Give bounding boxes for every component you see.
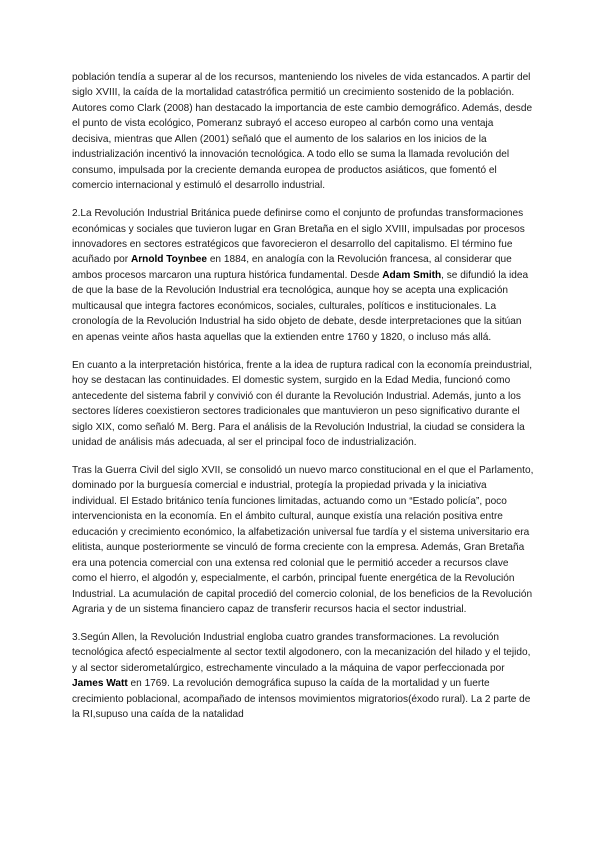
name-arnold-toynbee: Arnold Toynbee — [130, 254, 208, 266]
paragraph-allen-transformations — [72, 630, 534, 723]
name-adam-smith: Adam Smith — [382, 269, 442, 281]
text-segment: en 1884, en analogía con la Revolución francesa, al considerar que ambos procesos marcaron una ruptura histórica fundamental. Desde — [72, 254, 512, 281]
paragraph-historical-interpretation — [72, 358, 534, 451]
document-body — [72, 70, 534, 735]
text-segment: Tras la Guerra Civil del siglo XVII, se consolidó un nuevo marco constitucional en el que el Parlamento, dominado por la burguesía comercial e industrial, protegía la propiedad privada y la iniciativa individual. El Estado británico tenía funciones limitadas, actuando como un “Estado policía”, poco intervencionista en la economía. En el ámbito cultural, aunque existía una relación positiva entre educación y crecimiento económico, la alfabetización universal fue tardía y el sistema universitario era elitista, aunque posteriormente se vinculó de forma creciente con la empresa. Además, Gran Bretaña era una potencia comercial con una extensa red colonial que le permitió acceder a recursos clave como el hierro, el algodón y, especialmente, el carbón, principal fuente energética de la Revolución Industrial. La acumulación de capital procedió del comercio colonial, de los beneficios de la Revolución Agraria y de un sistema financiero capaz de transferir recursos hacia el sector industrial. — [72, 464, 534, 615]
name-james-watt: James Watt — [72, 678, 128, 690]
paragraph-definition — [72, 206, 534, 345]
text-segment: en 1769. La revolución demográfica supuso la caída de la mortalidad y un fuerte crecimiento poblacional, acompañado de intensos movimientos migratorios(éxodo rural). La 2 parte de la RI,supuso una caída de la natalidad — [72, 678, 531, 721]
paragraph-demographic-context — [72, 70, 534, 194]
text-segment: En cuanto a la interpretación histórica, frente a la idea de ruptura radical con la economía preindustrial, hoy se destacan las continuidades. El domestic system, surgido en la Edad Media, funcionó como antecedente del sistema fabril y convivió con él durante la Revolución Industrial. Además, junto a los sectores líderes coexistieron sectores tradicionales que mantuvieron un peso significativo durante el siglo XIX, como señaló M. Berg. Para el análisis de la Revolución Industrial, la ciudad se considera la unidad de análisis más adecuada, al ser el principal foco de industrialización. — [72, 359, 533, 448]
text-segment: , se difundió la idea de que la base de la Revolución Industrial era tecnológica, aunque hoy se acepta una explicación multicausal que integra factores económicos, sociales, culturales, políticos e institucionales. La cronología de la Revolución Industrial ha sido objeto de debate, desde interpretaciones que la sitúan en apenas veinte años hasta aquellas que la extienden entre 1760 y 1820, o incluso más allá. — [72, 269, 529, 343]
paragraph-institutional-context — [72, 463, 534, 618]
text-segment: 3.Según Allen, la Revolución Industrial engloba cuatro grandes transformaciones. La revolución tecnológica afectó especialmente al sector textil algodonero, con la mecanización del hilado y el tejido, y al sector siderometalúrgico, estrechamente vinculado a la máquina de vapor perfeccionada por — [72, 631, 531, 674]
text-segment: población tendía a superar al de los recursos, manteniendo los niveles de vida estancados. A partir del siglo XVIII, la caída de la mortalidad catastrófica permitió un crecimiento sostenido de la población. Autores como Clark (2008) han destacado la importancia de este cambio demográfico. Además, desde el punto de vista ecológico, Pomeranz subrayó el acceso europeo al carbón como una ventaja decisiva, mientras que Allen (2001) señaló que el aumento de los salarios en los inicios de la industrialización incentivó la innovación tecnológica. A todo ello se suma la llamada revolución del consumo, impulsada por la creciente demanda europea de productos asiáticos, que fomentó el comercio internacional y estimuló el desarrollo industrial. — [72, 72, 533, 192]
text-segment: 2.La Revolución Industrial Británica puede definirse como el conjunto de profundas transformaciones económicas y sociales que tuvieron lugar en Gran Bretaña en el siglo XVIII, impulsadas por procesos innovadores en sectores estratégicos que favorecieron el desarrollo del capitalismo. El término fue acuñado por — [72, 208, 525, 266]
